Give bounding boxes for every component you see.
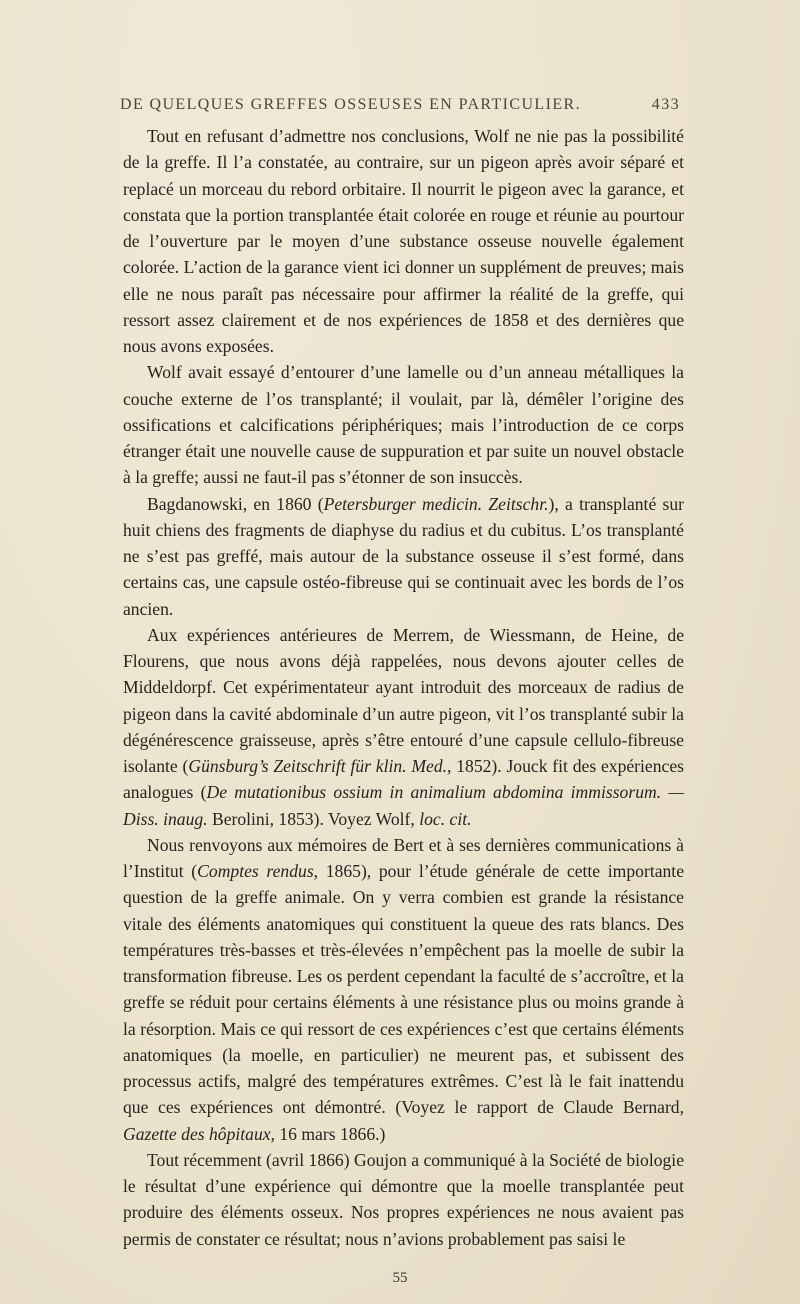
text-run: Tout en refusant d’admettre nos conclusions, Wolf ne nie pas la possibilité de la greffe. Il l’a constatée, au contraire, sur un pigeon après avoir séparé et replacé un morceau du rebord orbitaire. Il nourrit le pigeon avec la garance, et constata que la portion transplantée était colorée en rouge et réunie au pourtour de l’ouverture par le moyen d’une substance osseuse nouvelle également colorée. L’action de la garance vient ici donner un supplément de preuves; mais elle ne nous paraît pas nécessaire pour affirmer la réalité de la greffe, qui ressort assez clairement et de nos expériences de 1858 et des dernières que nous avons exposées. <box>123 126 684 356</box>
text-run: , 16 mars 1866.) <box>270 1123 386 1144</box>
paragraph <box>123 359 684 490</box>
paragraph <box>123 1147 684 1252</box>
text-run: Bagdanowski, en 1860 ( <box>147 493 324 514</box>
text-run: Nous renvoyons aux mémoires de Bert et à ses dernières communications à l’Institut ( <box>123 834 684 881</box>
italic-run: Comptes rendus <box>197 861 314 881</box>
italic-run: De mutationibus ossium in animalium abdomina immissorum. — Diss. inaug. <box>123 782 685 829</box>
text-run: , 1865), pour l’étude générale de cette importante question de la greffe animale. On y verra combien est grande la résistance vitale des éléments anatomiques qui constituent la queue des rats blancs. Des températures très-basses et très-élevées n’empêchent pas la moelle de subir la transformation fibreuse. Les os perdent cependant la faculté de s’accroître, et la greffe se réduit pour certains éléments à une résistance plus ou moins grande à la résorption. Mais ce qui ressort de ces expériences c’est que certains éléments anatomiques (la moelle, en particulier) ne meurent pas, et subissent des processus actifs, malgré des températures extrêmes. C’est là le fait inattendu que ces expériences ont démontré. (Voyez le rapport de Claude Bernard, <box>123 861 685 1118</box>
text-run: Wolf avait essayé d’entourer d’une lamelle ou d’un anneau métalliques la couche externe de l’os transplanté; il voulait, par là, démêler l’origine des ossifications et calcifications périphériques; mais l’introduction de ce corps étranger était une nouvelle cause de suppuration et par suite un nouvel obstacle à la greffe; aussi ne faut-il pas s’étonner de son insuccès. <box>123 362 684 488</box>
paragraph <box>123 123 684 359</box>
italic-run: Gazette des hôpitaux <box>123 1123 271 1144</box>
page-number: 433 <box>651 96 680 113</box>
italic-run: Günsburg’s Zeitschrift für klin. Med. <box>188 756 448 776</box>
italic-run: Petersburger medicin. Zeitschr. <box>323 493 549 514</box>
paragraph <box>123 622 684 832</box>
paragraph <box>123 491 684 622</box>
signature-mark: 55 <box>392 1270 408 1286</box>
text-run: , 1852). Jouck fit des expériences analogues ( <box>123 756 684 803</box>
running-title: DE QUELQUES GREFFES OSSEUSES EN PARTICULIER. <box>120 96 581 113</box>
text-run: ), a transplanté sur huit chiens des fragments de diaphyse du radius et du cubitus. L’os transplanté ne s’est pas greffé, mais autour de la substance osseuse il s’est formé, dans certains cas, une capsule ostéo-fibreuse qui se continuait avec les bords de l’os ancien. <box>123 493 685 619</box>
paragraph <box>123 832 684 1147</box>
text-run: Tout récemment (avril 1866) Goujon a communiqué à la Société de biologie le résultat d’une expérience qui démontre que la moelle transplantée peut produire des éléments osseux. Nos propres expériences ne nous avaient pas permis de constater ce résultat; nous n’avions probablement pas saisi le <box>123 1149 684 1249</box>
italic-run: loc. cit. <box>419 808 472 829</box>
text-run: Aux expériences antérieures de Merrem, de Wiessmann, de Heine, de Flourens, que nous avons déjà rappelées, nous devons ajouter celles de Middeldorpf. Cet expérimentateur ayant introduit des morceaux de radius de pigeon dans la cavité abdominale d’un autre pigeon, vit l’os transplanté subir la dégénérescence graisseuse, après s’être entouré d’une capsule cellulo-fibreuse isolante ( <box>123 624 684 776</box>
body-text <box>123 123 684 1252</box>
text-run: Berolini, 1853). Voyez Wolf, <box>207 808 420 829</box>
